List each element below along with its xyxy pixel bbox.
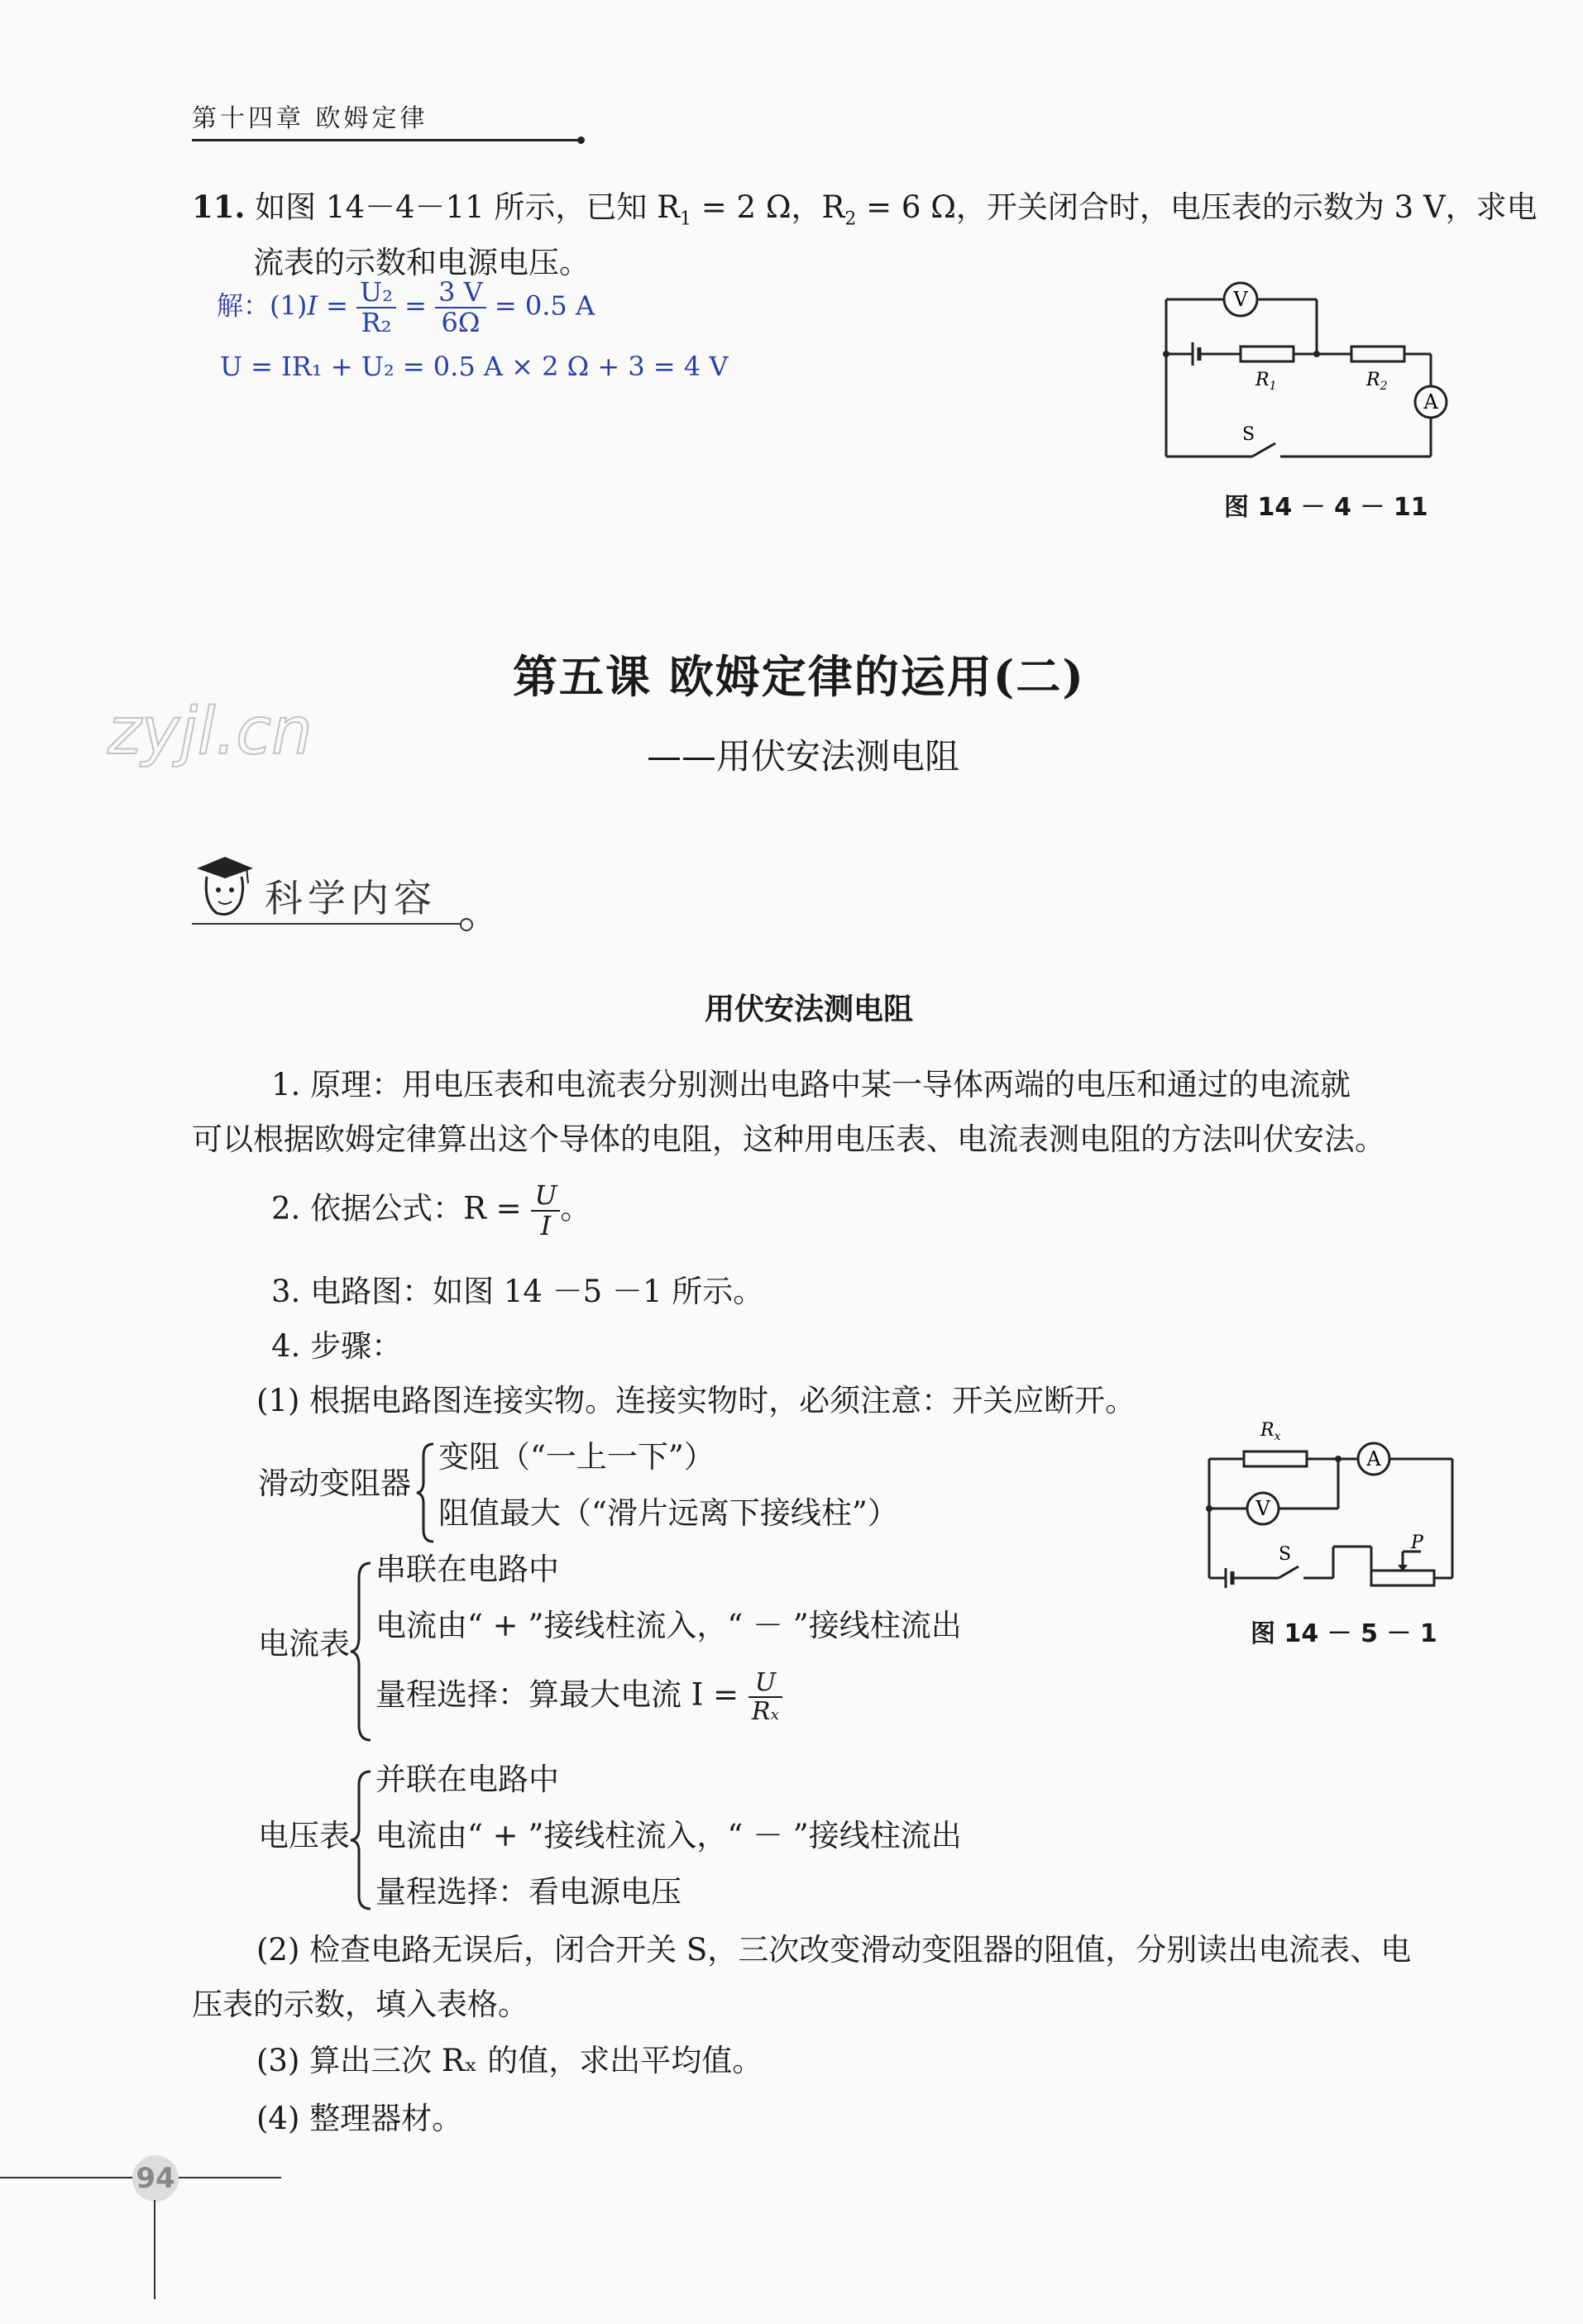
step1: (1) 根据电路图连接实物。连接实物时，必须注意：开关应断开。	[256, 1383, 1136, 1418]
svg-text:V: V	[1255, 1497, 1270, 1520]
voltmeter-brace	[347, 1767, 375, 1915]
chapter-header: 第十四章 欧姆定律	[192, 104, 428, 133]
problem-number: 11.	[192, 189, 246, 225]
ammeter-point-a: 串联在电路中	[375, 1552, 559, 1587]
header-rule	[192, 139, 579, 141]
step4: (4) 整理器材。	[256, 2101, 463, 2136]
footer-vertical-rule	[154, 2200, 155, 2299]
voltmeter-point-b: 电流由“ + ”接线柱流入，“ － ”接线柱流出	[375, 1818, 962, 1853]
mascot-icon	[192, 854, 258, 920]
item1-line1: 1. 原理：用电压表和电流表分别测出电路中某一导体两端的电压和通过的电流就	[271, 1067, 1351, 1102]
item4: 4. 步骤：	[271, 1328, 403, 1364]
svg-text:S: S	[1279, 1544, 1292, 1565]
figure-label-14-4-11: 图 14 － 4 － 11	[1224, 493, 1428, 522]
item1-line2: 可以根据欧姆定律算出这个导体的电阻，这种用电压表、电流表测电阻的方法叫伏安法。	[192, 1121, 1385, 1157]
svg-text:R1: $R_1$	[1255, 370, 1277, 393]
step2-line2: 压表的示数，填入表格。	[192, 1987, 528, 2022]
rheostat-point-a: 变阻（“一上一下”）	[438, 1439, 715, 1475]
svg-text:R2: $R_2$	[1366, 370, 1388, 393]
circuit-figure-14-5-1	[1196, 1406, 1469, 1604]
lesson-subtitle: ——用伏安法测电阻	[647, 736, 960, 777]
ammeter-point-b: 电流由“ + ”接线柱流入，“ － ”接线柱流出	[375, 1608, 962, 1643]
ammeter-brace	[347, 1557, 375, 1747]
rheostat-point-b: 阻值最大（“滑片远离下接线柱”）	[438, 1495, 898, 1531]
header-rule-dot	[577, 136, 585, 144]
svg-text:V: V	[1233, 288, 1248, 311]
step2-line1: (2) 检查电路无误后，闭合开关 S，三次改变滑动变阻器的阻值，分别读出电流表、电	[256, 1932, 1412, 1968]
problem-11-line1: 11. 如图 14－4－11 所示，已知 $R_1 = 2$ Ω，$R_2 = 6$ Ω，开关闭合时，电压表的示数为 3 V，求电	[192, 189, 1538, 230]
section-rule	[192, 923, 462, 925]
svg-text:A: A	[1366, 1447, 1381, 1470]
section-title: 科学内容	[265, 876, 437, 921]
svg-text:P: P	[1411, 1533, 1423, 1553]
content-heading: 用伏安法测电阻	[705, 992, 914, 1026]
item3: 3. 电路图：如图 14 －5 －1 所示。	[271, 1274, 764, 1309]
watermark: zyjl.cn	[108, 695, 313, 769]
step3: (3) 算出三次 Rₓ 的值，求出平均值。	[256, 2043, 763, 2078]
svg-text:A: A	[1423, 390, 1438, 414]
voltmeter-point-a: 并联在电路中	[375, 1762, 559, 1797]
figure-label-14-5-1: 图 14 － 5 － 1	[1251, 1619, 1437, 1648]
problem-11-line2: 流表的示数和电源电压。	[253, 245, 590, 280]
item2: 2. 依据公式：R = $\frac{U}{I}$ 。	[271, 1179, 591, 1242]
svg-text:S: S	[1242, 424, 1255, 445]
ammeter-label: 电流表	[258, 1626, 350, 1662]
section-rule-dot	[460, 918, 473, 931]
voltmeter-label: 电压表	[258, 1818, 350, 1853]
voltmeter-point-c: 量程选择：看电源电压	[375, 1874, 682, 1910]
ammeter-point-c: 量程选择：算最大电流 I = $\frac{U}{\text{Rₓ}}$	[375, 1669, 782, 1725]
page-number: 94	[132, 2155, 179, 2202]
circuit-figure-14-4-11	[1150, 270, 1464, 468]
solution-line1: 解：(1)I = $\frac{\text{U₂}}{\text{R₂}}$ = $\frac{3 V}{6\Omega}$ = 0.5 A	[217, 276, 595, 339]
lesson-title: 第五课 欧姆定律的运用(二)	[513, 650, 1085, 703]
svg-text:Rx: $R_x$	[1260, 1420, 1281, 1443]
solution-line2: U = IR₁ + U₂ = 0.5 A × 2 Ω + 3 = 4 V	[220, 351, 729, 382]
rheostat-brace	[414, 1439, 438, 1547]
rheostat-label: 滑动变阻器	[258, 1466, 411, 1501]
